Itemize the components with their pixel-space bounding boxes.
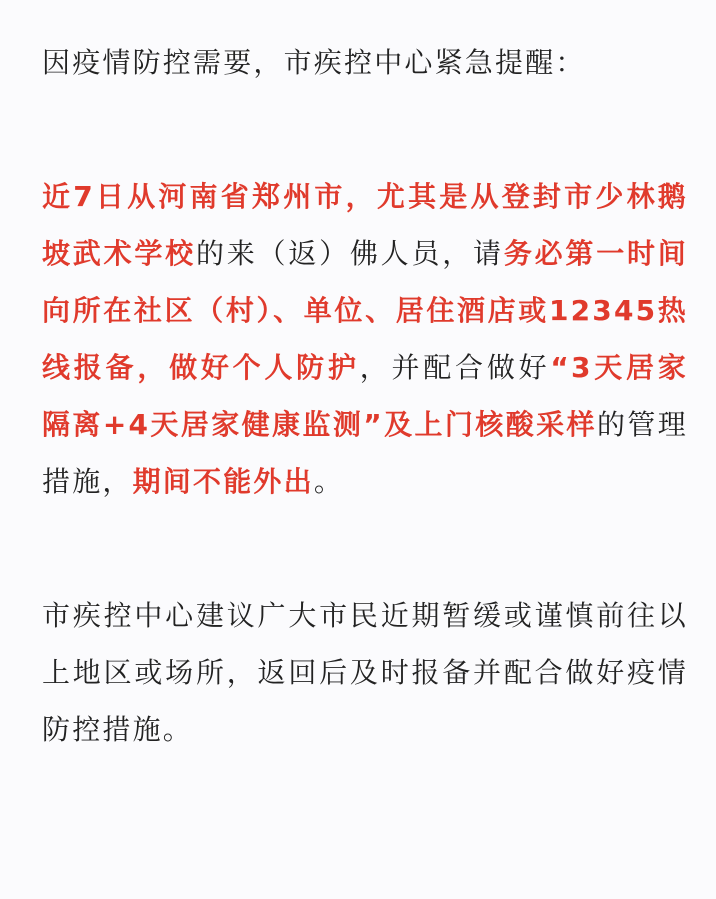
notice-paragraph xyxy=(42,168,688,510)
notice-segment: 的管理措施， xyxy=(42,408,688,498)
notice-segment: 期间不能外出 xyxy=(132,465,314,498)
notice-segment: 的来（返）佛人员，请 xyxy=(195,237,504,270)
notice-segment: 。 xyxy=(313,465,345,498)
advice-paragraph: 市疾控中心建议广大市民近期暂缓或谨慎前往以上地区或场所，返回后及时报备并配合做好疫情防控措施。 xyxy=(42,599,688,746)
notice-segment: 务必第一时间向所在社区（村）、单位、居住酒店或12345热线报备，做好个人防护 xyxy=(42,237,688,384)
notice-segment: 近7日从河南省郑州市，尤其是从登封市少林鹅坡武术学校 xyxy=(42,180,688,270)
intro-text: 因疫情防控需要，市疾控中心紧急提醒： xyxy=(42,46,586,79)
notice-segment: “3天居家隔离+4天居家健康监测”及上门核酸采样 xyxy=(42,351,688,441)
notice-segment: ，并配合做好 xyxy=(359,351,551,384)
